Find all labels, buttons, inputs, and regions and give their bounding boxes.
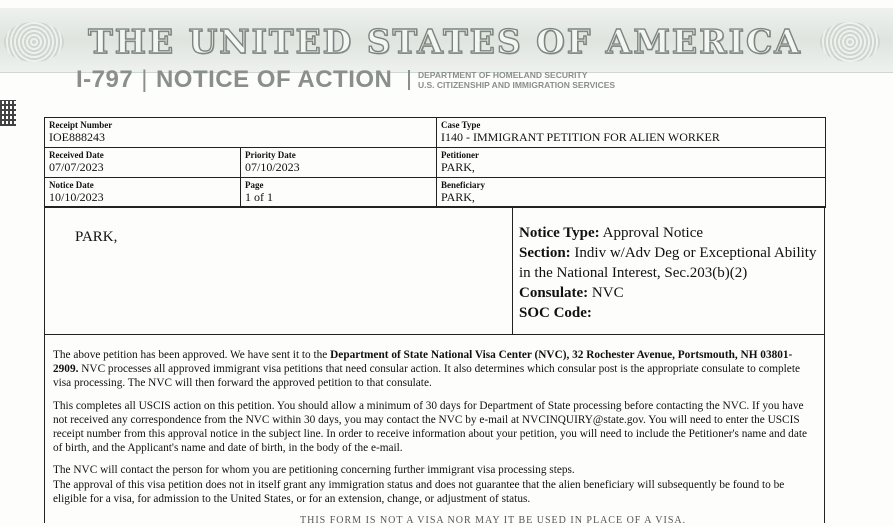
addressee-name: PARK, <box>75 229 118 245</box>
agency-block <box>418 70 615 90</box>
form-title: NOTICE OF ACTION <box>155 66 393 93</box>
soc-code-line: SOC Code: <box>519 305 592 321</box>
case-type-value: I140 - IMMIGRANT PETITION FOR ALIEN WORKER <box>441 130 720 144</box>
notice-date-cell: Notice Date 10/10/2023 <box>45 178 241 207</box>
case-type-cell: Case Type I140 - IMMIGRANT PETITION FOR ALIEN WORKER <box>437 118 825 148</box>
notice-type-line: Notice Type: Approval Notice <box>519 225 704 241</box>
address-box <box>44 206 513 335</box>
agency-line-2: U.S. CITIZENSHIP AND IMMIGRATION SERVICES <box>418 80 616 90</box>
consulate-value: NVC <box>591 285 624 301</box>
received-date-cell: Received Date 07/07/2023 <box>45 148 241 178</box>
rosette-left-icon <box>4 22 64 62</box>
notice-body <box>44 334 825 523</box>
body-paragraph-1: The above petition has been approved. We have sent it to the Department of State National Visa Center (NVC), 32 Rochester Avenue, Portsmouth, NH 03801-2909. NVC processes all approved immigrant visa petitions that need consular action. It also determines which consular post is the appropriate consulate to complete visa processing. The NVC will then forward the approved petition to that consulate. <box>53 349 800 390</box>
page-cell: Page 1 of 1 <box>241 178 437 207</box>
petitioner-cell: Petitioner PARK, <box>437 148 825 178</box>
notice-type-box <box>512 206 825 335</box>
nvc-address: Department of State National Visa Center (NVC), 32 Rochester Avenue, Portsmouth, NH 03801-2909. <box>53 349 793 376</box>
banner-title: THE UNITED STATES OF AMERICA <box>88 22 802 61</box>
section-value: Indiv w/Adv Deg or Exceptional Ability in the National Interest, Sec.203(b)(2) <box>519 245 817 281</box>
beneficiary-cell: Beneficiary PARK, <box>437 178 825 207</box>
seal-banner <box>0 8 893 73</box>
priority-date-cell: Priority Date 07/10/2023 <box>241 148 437 178</box>
priority-date-value: 07/10/2023 <box>245 160 300 174</box>
agency-line-1: DEPARTMENT OF HOMELAND SECURITY <box>418 70 588 80</box>
page-value: 1 of 1 <box>245 190 273 204</box>
receipt-number-cell: Receipt Number IOE888243 <box>45 118 437 148</box>
body-paragraph-4: The approval of this visa petition does not in itself grant any immigration status and does not guarantee that the alien beneficiary will subsequently be found to be eligible for a visa, for admission to the United States, or for an extension, change, or adjustment of status. <box>53 478 785 505</box>
consulate-line: Consulate: NVC <box>519 285 624 301</box>
case-info-grid <box>44 117 826 208</box>
petitioner-value: PARK, <box>441 160 475 174</box>
receipt-number-value: IOE888243 <box>49 130 105 144</box>
notice-date-value: 10/10/2023 <box>49 190 104 204</box>
form-number: I-797 <box>76 66 134 93</box>
footer-disclaimer: THIS FORM IS NOT A VISA NOR MAY IT BE USED IN PLACE OF A VISA. <box>300 515 687 526</box>
notice-type-value: Approval Notice <box>602 225 704 241</box>
body-paragraph-3: The NVC will contact the person for whom you are petitioning concerning further immigrant visa processing steps. <box>53 464 575 477</box>
section-line: Section: Indiv w/Adv Deg or Exceptional Ability in the National Interest, Sec.203(b)(2) <box>519 245 817 281</box>
received-date-value: 07/07/2023 <box>49 160 104 174</box>
notice-heading: I-797 | NOTICE OF ACTION <box>76 66 393 93</box>
body-paragraph-2: This completes all USCIS action on this petition. You should allow a minimum of 30 days for Department of State processing before contacting the NVC. If you have not received any correspondence from the NVC within 30 days, you may contact the NVC by e-mail at NVCINQUIRY@state.gov. You will need to enter the USCIS receipt number from this approval notice in the subject line. In order to receive information about your petition, you will need to include the Petitioner's name and date of birth, and the Applicant's name and date of birth, in the body of the e-mail. <box>53 399 807 455</box>
barcode-icon <box>0 100 16 126</box>
beneficiary-value: PARK, <box>441 190 475 204</box>
rosette-right-icon <box>820 22 880 62</box>
